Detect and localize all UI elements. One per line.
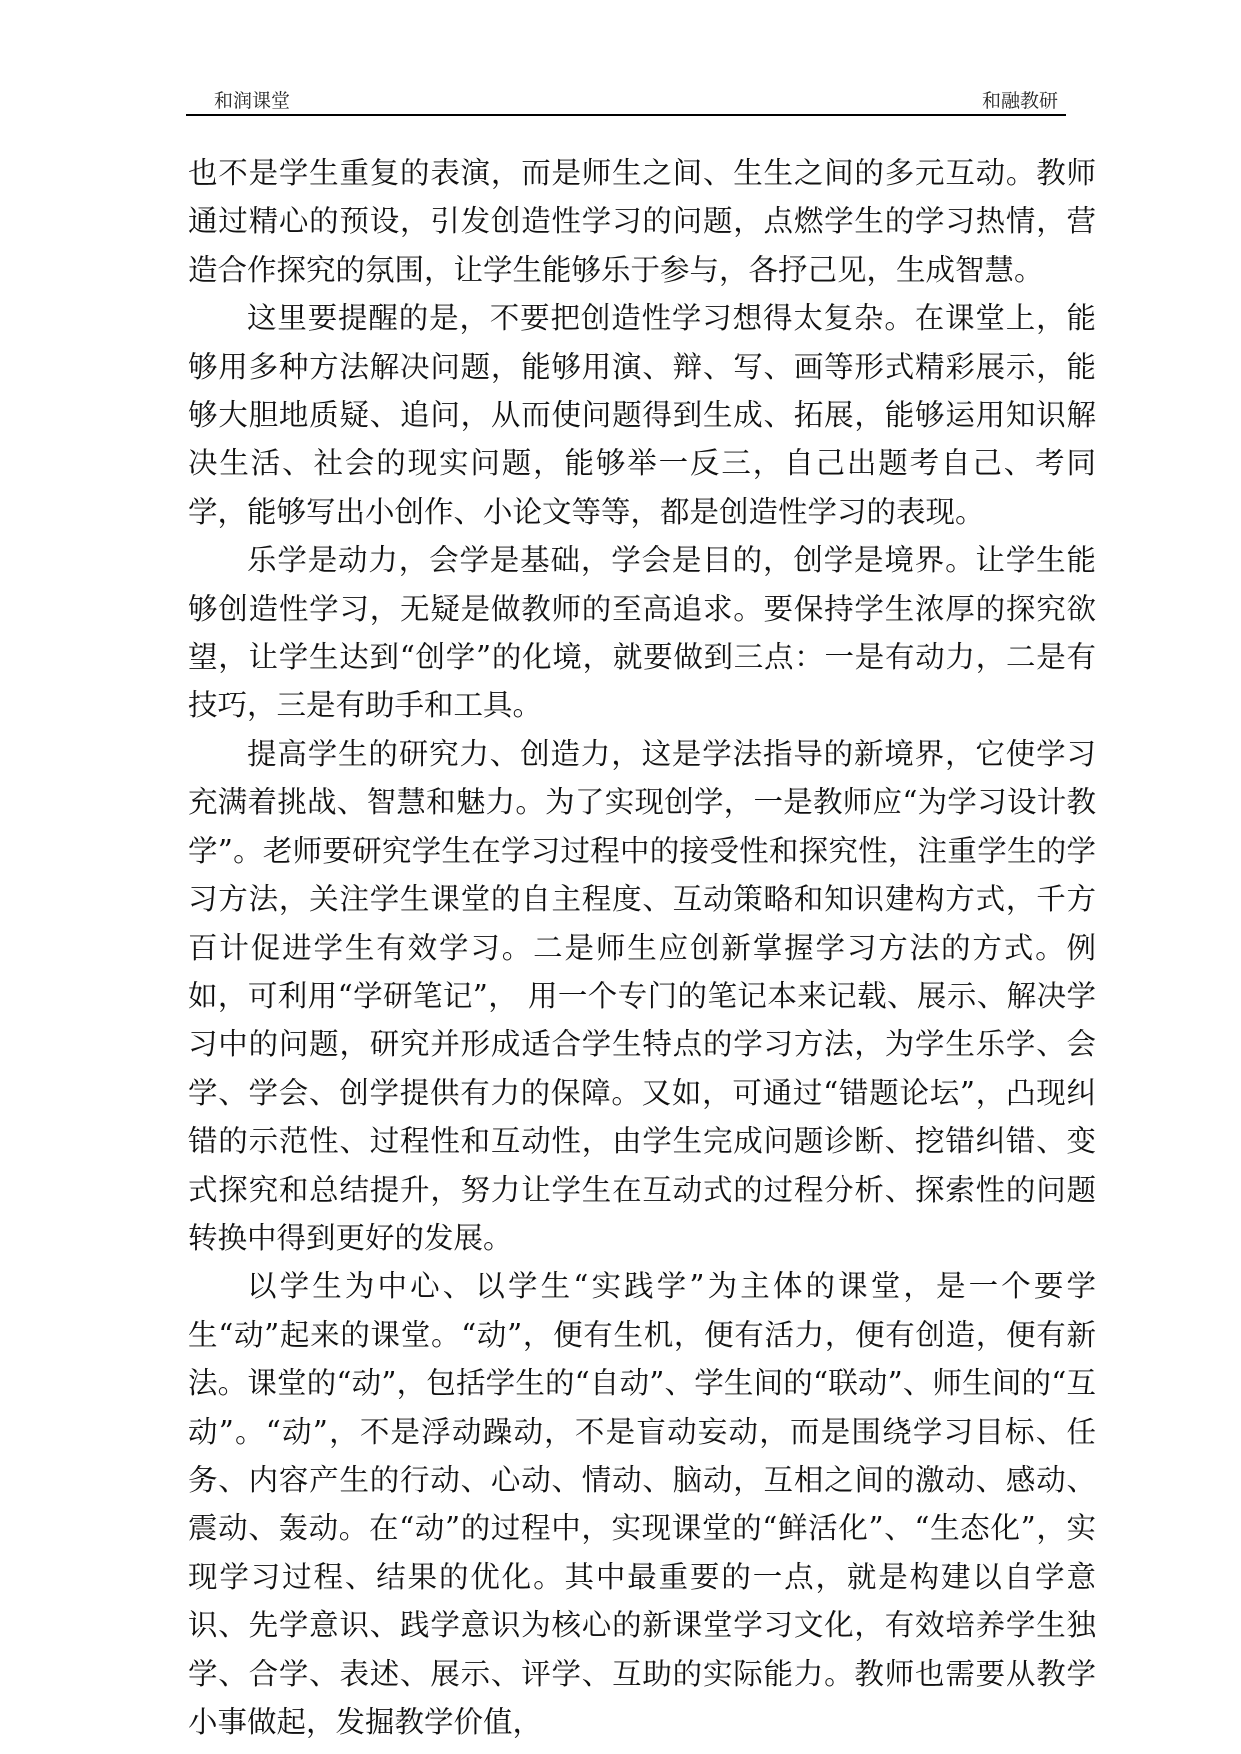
paragraph: 乐学是动力，会学是基础，学会是目的，创学是境界。让学生能够创造性学习，无疑是做教师的至高追求。要保持学生浓厚的探究欲望，让学生达到“创学”的化境，就要做到三点：一是有动力，二是有技巧，三是有助手和工具。 bbox=[188, 543, 1096, 723]
paragraph: 以学生为中心、以学生“实践学”为主体的课堂，是一个要学生“动”起来的课堂。“动”，便有生机，便有活力，便有创造，便有新法。课堂的“动”，包括学生的“自动”、学生间的“联动”、师生间的“互动”。“动”，不是浮动躁动，不是盲动妄动，而是围绕学习目标、任务、内容产生的行动、心动、情动、脑动，互相之间的激动、感动、震动、轰动。在“动”的过程中，实现课堂的“鲜活化”、“生态化”，实现学习过程、结果的优化。其中最重要的一点，就是构建以自学意识、先学意识、践学意识为核心的新课堂学习文化，有效培养学生独学、合学、表述、展示、评学、互助的实际能力。教师也需要从教学小事做起，发掘教学价值， bbox=[188, 1269, 1096, 1739]
paragraph-continuation: 也不是学生重复的表演，而是师生之间、生生之间的多元互动。教师通过精心的预设，引发创造性学习的问题，点燃学生的学习热情，营造合作探究的氛围，让学生能够乐于参与，各抒己见，生成智慧。 bbox=[188, 156, 1096, 287]
document-body bbox=[188, 149, 1096, 1746]
page-header bbox=[186, 82, 1066, 116]
header-left-title: 和润课堂 bbox=[214, 90, 291, 112]
header-right-title: 和融教研 bbox=[981, 90, 1058, 112]
paragraph: 提高学生的研究力、创造力，这是学法指导的新境界，它使学习充满着挑战、智慧和魅力。为了实现创学，一是教师应“为学习设计教学”。老师要研究学生在学习过程中的接受性和探究性，注重学生的学习方法，关注学生课堂的自主程度、互动策略和知识建构方式，千方百计促进学生有效学习。二是师生应创新掌握学习方法的方式。例如，可利用“学研笔记”， 用一个专门的笔记本来记载、展示、解决学习中的问题，研究并形成适合学生特点的学习方法，为学生乐学、会学、学会、创学提供有力的保障。又如，可通过“错题论坛”，凸现纠错的示范性、过程性和互动性，由学生完成问题诊断、挖错纠错、变式探究和总结提升，努力让学生在互动式的过程分析、探索性的问题转换中得到更好的发展。 bbox=[188, 736, 1096, 1255]
paragraph: 这里要提醒的是，不要把创造性学习想得太复杂。在课堂上，能够用多种方法解决问题，能够用演、辩、写、画等形式精彩展示，能够大胆地质疑、追问，从而使问题得到生成、拓展，能够运用知识解决生活、社会的现实问题，能够举一反三，自己出题考自己、考同学，能够写出小创作、小论文等等，都是创造性学习的表现。 bbox=[188, 301, 1096, 529]
